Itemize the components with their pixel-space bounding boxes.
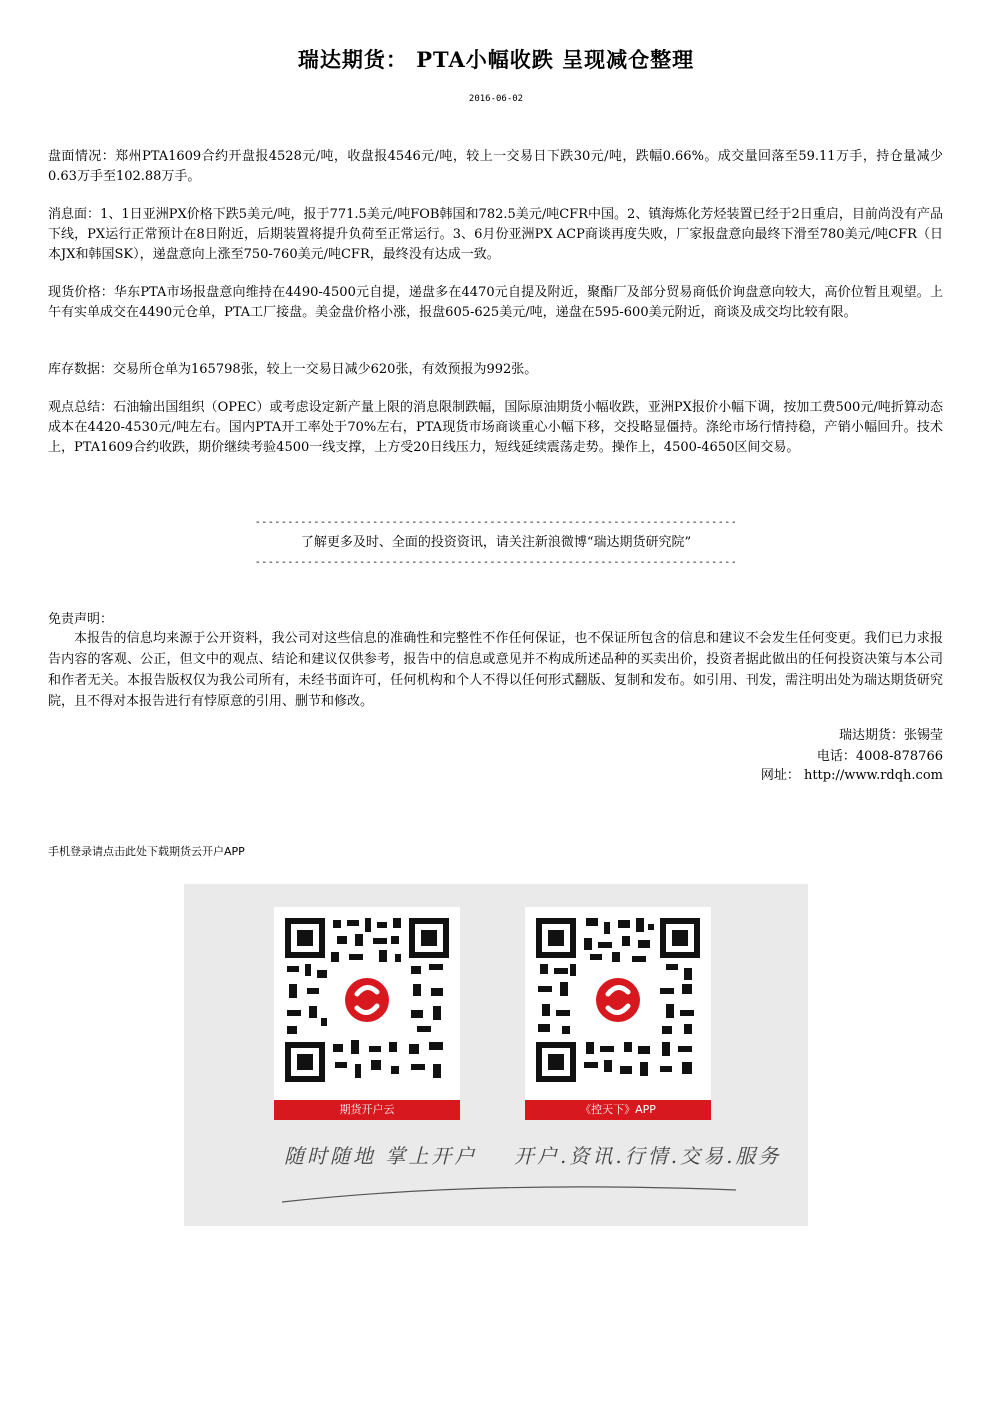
- disclaimer-title: 免责声明：: [48, 612, 114, 627]
- phone-line: 电话：4008-878766: [816, 749, 943, 764]
- divider-bottom: --------------------------------------------------------------------------: [254, 557, 738, 568]
- divider-top: --------------------------------------------------------------------------: [254, 517, 738, 528]
- author-line: 瑞达期货：张锡莹: [838, 728, 943, 743]
- swoosh-line: [280, 1176, 740, 1206]
- spot-paragraph: 现货价格：华东PTA市场报盘意向维持在4490-4500元自提，递盘多在4470元自提及附近，聚酯厂及部分贸易商低价询盘意向较大，高价位暂且观望。上午有实单成交在4490元仓单，PTA工厂接盘。美金盘价格小涨，报盘605-625美元/吨，递盘在595-600美元附近，商谈及成交均比较有限。: [48, 285, 943, 320]
- qr-code-icon: [281, 914, 453, 1086]
- news-paragraph: 消息面：1、1日亚洲PX价格下跌5美元/吨，报于771.5美元/吨FOB韩国和782.5美元/吨CFR中国。2、镇海炼化芳烃装置已经于2日重启，目前尚没有产品下线，PX运行正常预计在8日附近，后期装置将提升负荷至正常运行。3、6月份亚洲PX ACP商谈再度失败，厂家报盘意向最终下滑至780美元/吨CFR（日本JX和韩国SK），递盘意向上涨至750-760美元/吨CFR，最终没有达成一致。: [48, 207, 943, 262]
- report-date: 2016-06-02: [468, 94, 524, 104]
- slogan-right: 开户.资讯.行情.交易.服务: [514, 1144, 782, 1168]
- website-link[interactable]: 网址： http://www.rdqh.com: [760, 768, 943, 783]
- disclaimer-text: 本报告的信息均来源于公开资料，我公司对这些信息的准确性和完整性不作任何保证，也不保证所包含的信息和建议不会发生任何变更。我们已力求报告内容的客观、公正，但文中的观点、结论和建议仅供参考，报告中的信息或意见并不构成所述品种的买卖出价，投资者据此做出的任何投资决策与本公司和作者无关。本报告版权仅为我公司所有，未经书面许可，任何机构和个人不得以任何形式翻版、复制和发布。如引用、刊发，需注明出处为瑞达期货研究院，且不得对本报告进行有悖原意的引用、删节和修改。: [48, 631, 943, 709]
- qr-label-qihuo: 期货开户云: [274, 1100, 460, 1120]
- promo-block: [0, 513, 992, 573]
- qr-label-kongtianxia: 《控天下》APP: [525, 1100, 711, 1120]
- page-title: 瑞达期货： PTA小幅收跌 呈现减仓整理: [297, 47, 695, 72]
- weibo-promo-text[interactable]: 了解更多及时、全面的投资资讯，请关注新浪微博“瑞达期货研究院”: [300, 535, 692, 550]
- app-qr-banner: [184, 884, 808, 1226]
- slogan-left: 随时随地 掌上开户: [284, 1144, 478, 1168]
- qr-code-icon: [532, 914, 704, 1086]
- market-paragraph: 盘面情况：郑州PTA1609合约开盘报4528元/吨，收盘报4546元/吨，较上一交易日下跌30元/吨，跌幅0.66%。成交量回落至59.11万手，持仓量减少0.63万手至102.88万手。: [48, 149, 943, 184]
- qr-card-kongtianxia[interactable]: [525, 907, 711, 1120]
- summary-paragraph: 观点总结：石油输出国组织（OPEC）或考虑设定新产量上限的消息限制跌幅，国际原油期货小幅收跌，亚洲PX报价小幅下调，按加工费500元/吨折算动态成本在4420-4530元/吨左右。国内PTA开工率处于70%左右，PTA现货市场商谈重心小幅下移，交投略显僵持。涤纶市场行情持稳，产销小幅回升。技术上，PTA1609合约收跌，期价继续考验4500一线支撑，上方受20日线压力，短线延续震荡走势。操作上，4500-4650区间交易。: [48, 400, 943, 455]
- app-download-link[interactable]: 手机登录请点击此处下载期货云开户APP: [48, 845, 245, 858]
- inventory-paragraph: 库存数据：交易所仓单为165798张，较上一交易日减少620张，有效预报为992张。: [48, 362, 538, 377]
- qr-card-qihuo[interactable]: [274, 907, 460, 1120]
